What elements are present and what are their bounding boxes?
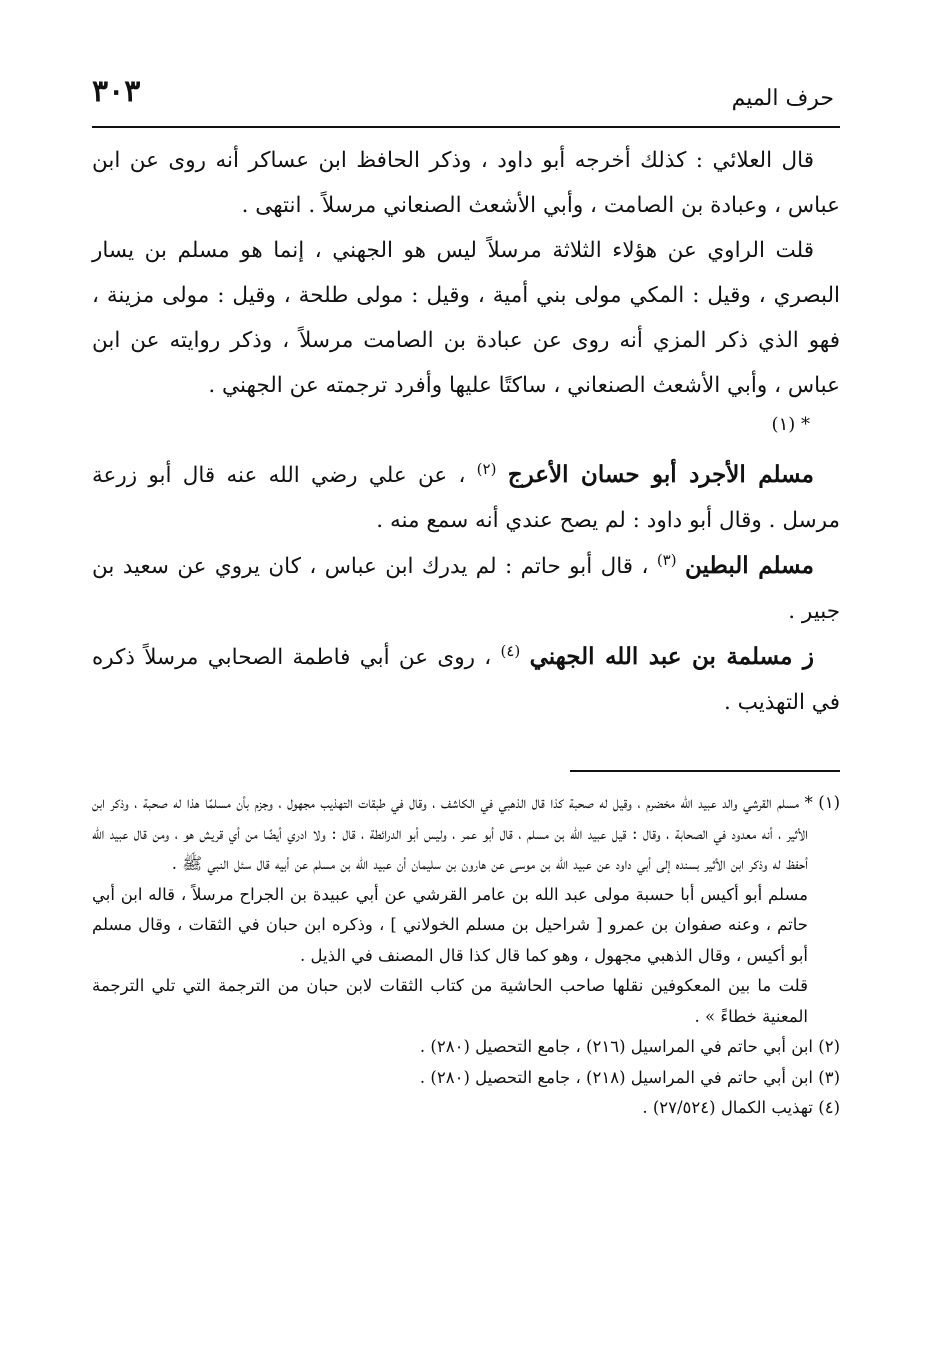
paragraph-commentary: قلت الراوي عن هؤلاء الثلاثة مرسلاً ليس هو الجهني ، إنما هو مسلم بن يسار البصري ، وقيل : المكي مولى بني أمية ، وقيل : مولى طلحة ، وقيل : مولى مزينة ، فهو الذي ذكر المزي أنه روى عن عبادة بن الصامت مرسلاً ، وذكر روايته عن ابن عباس ، وأبي الأشعث الصنعاني ، ساكتًا عليها وأفرد ترجمته عن الجهني .	[92, 238, 840, 398]
footnote-1-continuation: مسلم أبو أكيس أبا حسبة مولى عبد الله بن عامر القرشي عن أبي عبيدة بن الجراح مرسلاً ، قاله ابن أبي حاتم ، وعنه صفوان بن عمرو [ شراحيل بن مسلم الخولاني ] ، وذكره ابن حبان في الثقات ، وقال مسلم أبو أكيس ، وقال الذهبي مجهول ، وهو كما قال كذا قال المصنف في الذيل .	[92, 884, 808, 965]
entry-separator	[92, 410, 840, 440]
main-text	[92, 138, 840, 725]
page-number: ٣٠٣	[92, 74, 141, 109]
entry-maslama-al-juhani	[92, 634, 840, 725]
entry-muslim-al-ajrad	[92, 452, 840, 543]
entry-name: ز مسلمة بن عبد الله الجهني	[529, 643, 815, 670]
footnote-1-note: قلت ما بين المعكوفين نقلها صاحب الحاشية من كتاب الثقات لابن حبان من الترجمة التي تلي الترجمة المعنية خطاءً » .	[92, 976, 808, 1026]
footnote-ref: (٢)	[476, 459, 497, 478]
header-rule	[92, 126, 840, 128]
entry-body: ، روى عن أبي فاطمة الصحابي مرسلاً ذكره في التهذيب .	[92, 645, 840, 715]
footnote-rule	[570, 770, 840, 772]
footnote-4: (٤) تهذيب الكمال (٢٧/٥٢٤) .	[642, 1098, 840, 1117]
footnote-2: (٢) ابن أبي حاتم في المراسيل (٢١٦) ، جامع التحصيل (٢٨٠) .	[419, 1037, 840, 1056]
footnote-ref: (٤)	[500, 641, 521, 660]
footnotes	[92, 788, 840, 1124]
entry-body: ، عن علي رضي الله عنه قال أبو زرعة مرسل . وقال أبو داود : لم يصح عندي أنه سمع منه .	[92, 463, 840, 533]
paragraph-alalai: قال العلائي : كذلك أخرجه أبو داود ، وذكر الحافظ ابن عساكر أنه روى عن ابن عباس ، وعبادة بن الصامت ، وأبي الأشعث الصنعاني مرسلاً . انتهى .	[92, 148, 840, 218]
entry-muslim-al-batin	[92, 543, 840, 634]
star-marker: *	[801, 414, 810, 435]
running-title: حرف الميم	[731, 86, 834, 111]
entry-body: ، قال أبو حاتم : لم يدرك ابن عباس ، كان يروي عن سعيد بن جبير .	[92, 554, 840, 624]
footnote-1: (١) * مسلم القرشي والد عبيد الله مخضرم ، وقيل له صحبة كذا قال الذهبي في الكاشف ، وقال في طبقات التهذيب مجهول ، وجزم بأن مسلمًا هذا له صحبة ، وذكر ابن الأثير ، أنه معدود في الصحابة ، وقال : قيل عبيد الله بن مسلم ، قال أبو عمر ، وليس أبو الدرائطة ، قال : ولا ادري أيضًا من أي قريش هو ، ومن قال عبيد الله أحفظ له وذكر ابن الأثير بسنده إلى أبي داود عن عبيد الله بن موسى عن هارون بن سليمان أن عبيد الله بن مسلم عن أبيه قال سئل النبي ﷺ .	[92, 793, 840, 873]
footnote-ref: (٣)	[656, 550, 677, 569]
star-footnote-ref: (١)	[771, 414, 796, 435]
entry-name: مسلم الأجرد أبو حسان الأعرج	[507, 461, 814, 488]
entry-name: مسلم البطين	[685, 552, 814, 579]
footnote-3: (٣) ابن أبي حاتم في المراسيل (٢١٨) ، جامع التحصيل (٢٨٠) .	[419, 1067, 840, 1087]
